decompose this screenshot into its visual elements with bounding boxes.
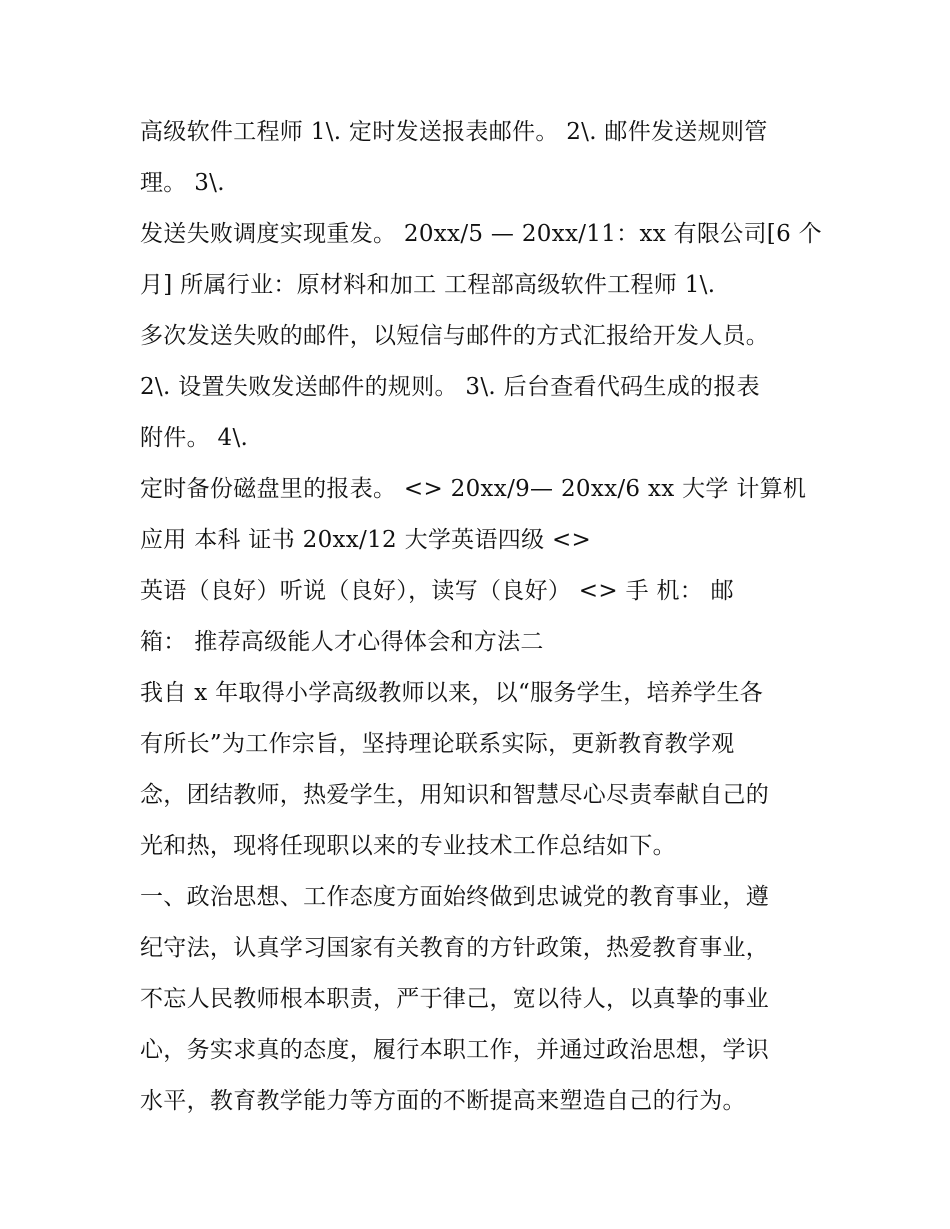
text-line: 有所长”为工作宗旨，坚持理论联系实际，更新教育教学观 [140, 731, 735, 757]
text-line: 英语（良好）听说（良好），读写（良好） <> 手 机： 邮 [140, 578, 734, 604]
text-line: 月] 所属行业：原材料和加工 工程部高级软件工程师 1\. [140, 272, 716, 298]
text-line: 纪守法，认真学习国家有关教育的方针政策，热爱教育事业， [140, 935, 770, 961]
text-line: 多次发送失败的邮件，以短信与邮件的方式汇报给开发人员。 [140, 323, 770, 349]
text-line: 心，务实求真的态度，履行本职工作，并通过政治思想，学识 [140, 1037, 770, 1063]
text-line: 定时备份磁盘里的报表。 <> 20xx/9— 20xx/6 xx 大学 计算机 [140, 476, 807, 502]
text-line: 水平，教育教学能力等方面的不断提高来塑造自己的行为。 [140, 1088, 746, 1114]
text-line: 高级软件工程师 1\. 定时发送报表邮件。 2\. 邮件发送规则管 [140, 119, 768, 145]
text-line: 附件。 4\. [140, 425, 249, 451]
text-line: 不忘人民教师根本职责，严于律己，宽以待人，以真挚的事业 [140, 986, 770, 1012]
text-line: 一、政治思想、工作态度方面始终做到忠诚党的教育事业，遵 [140, 884, 770, 910]
text-line: 2\. 设置失败发送邮件的规则。 3\. 后台查看代码生成的报表 [140, 374, 760, 400]
text-line: 我自 x 年取得小学高级教师以来，以“服务学生，培养学生各 [140, 680, 764, 706]
text-line: 念，团结教师，热爱学生，用知识和智慧尽心尽责奉献自己的 [140, 782, 770, 808]
text-line: 应用 本科 证书 20xx/12 大学英语四级 <> [140, 527, 592, 553]
document-body [140, 107, 820, 1127]
text-line: 发送失败调度实现重发。 20xx/5 — 20xx/11：xx 有限公司[6 个 [140, 221, 822, 247]
text-line: 光和热，现将任现职以来的专业技术工作总结如下。 [140, 833, 676, 859]
text-line: 理。 3\. [140, 170, 225, 196]
text-line: 箱： 推荐高级能人才心得体会和方法二 [140, 629, 544, 655]
